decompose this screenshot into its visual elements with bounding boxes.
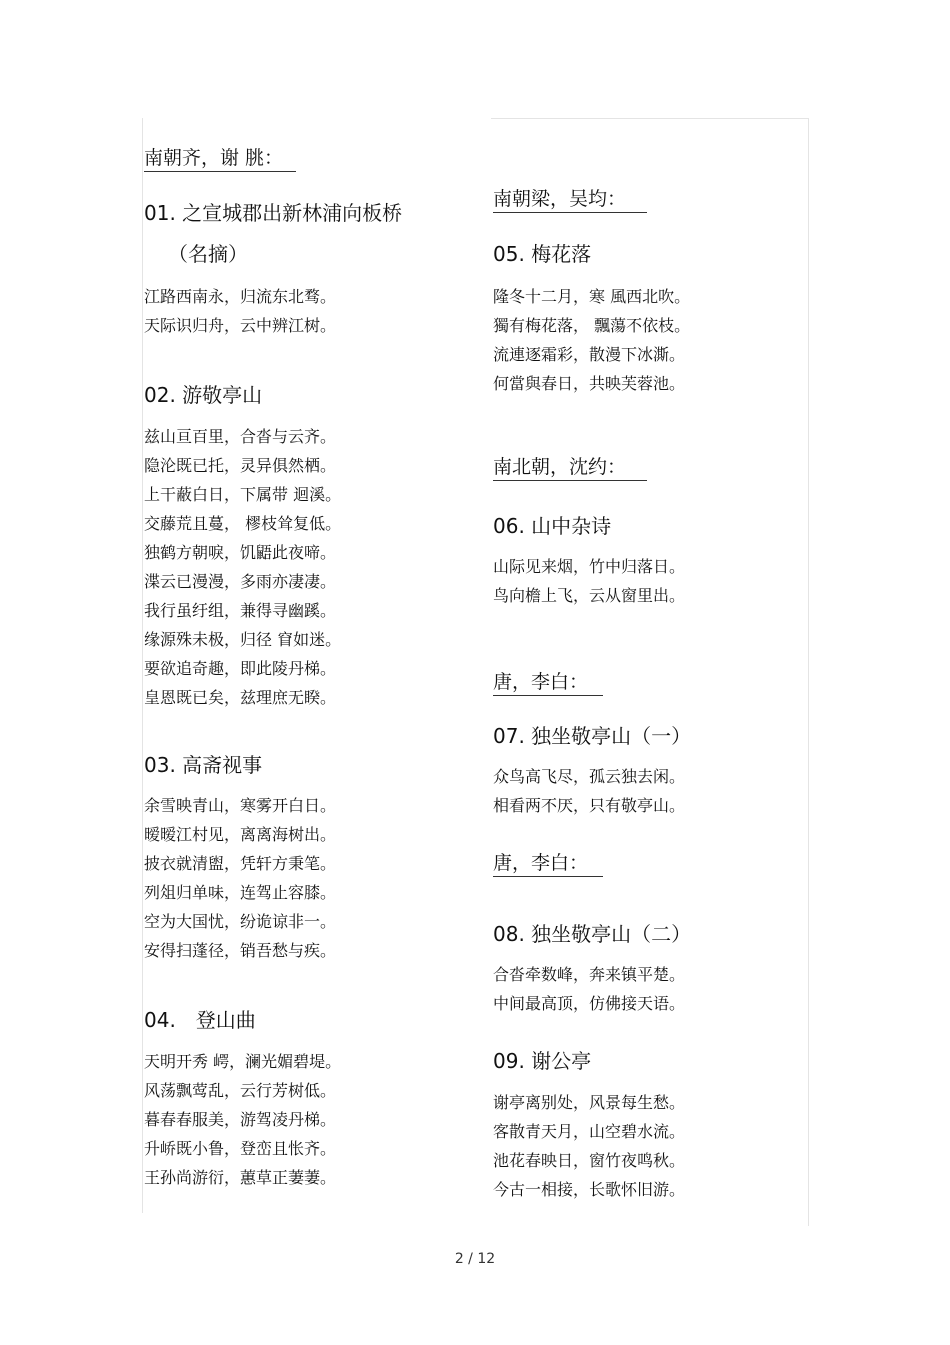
poem-line: 相看两不厌，只有敬亭山。: [493, 796, 686, 815]
poem-line: 山际见来烟，竹中归落日。: [493, 557, 686, 576]
poem-line: 空为大国忧，纷诡谅非一。: [144, 912, 337, 931]
author-li-bai: 唐，李白：: [493, 851, 603, 877]
poem-body: [493, 1088, 685, 1204]
poem-line: 安得扫蓬径，销吾愁与疾。: [144, 941, 337, 960]
poem-line: 王孙尚游衍，蕙草正萋萋。: [144, 1168, 337, 1187]
poem-title: 09. 谢公亭: [493, 1049, 592, 1073]
poem-line: 中间最高顶，仿佛接天语。: [493, 994, 686, 1013]
poem-line: 谢亭离别处，风景每生愁。: [493, 1093, 686, 1112]
poem-body: [144, 282, 336, 340]
poem-line: 隐沦既已托，灵异俱然栖。: [144, 456, 337, 475]
poem-line: 暮春春服美，游驾凌丹梯。: [144, 1110, 337, 1129]
poem-line: 皇恩既已矣，兹理庶无睽。: [144, 688, 337, 707]
poem-body: [493, 282, 690, 398]
poem-line: 天明开秀 崿，澜光媚碧堤。: [144, 1052, 342, 1071]
poem-title: 01. 之宣城郡出新林浦向板桥: [144, 201, 403, 225]
poem-body: [493, 552, 685, 610]
poem-subtitle: （名摘）: [168, 242, 248, 266]
poem-line: 余雪映青山，寒雾开白日。: [144, 796, 337, 815]
author-wu-jun: 南朝梁，吴均：: [493, 187, 647, 213]
poem-line: 合沓牵数峰，奔来镇平楚。: [493, 965, 686, 984]
poem-line: 独鹤方朝唳，饥鼯此夜啼。: [144, 543, 337, 562]
poem-title: 02. 游敬亭山: [144, 383, 263, 407]
poem-line: 流連逐霜彩，散漫下冰澌。: [493, 345, 686, 364]
poem-line: 江路西南永，归流东北骛。: [144, 287, 337, 306]
left-column-border: [142, 118, 143, 1213]
poem-line: 池花春映日，窗竹夜鸣秋。: [493, 1151, 686, 1170]
poem-line: 何當與春日，共映芙蓉池。: [493, 374, 686, 393]
right-column-border: [808, 118, 809, 1226]
poem-title: 08. 独坐敬亭山（二）: [493, 922, 692, 946]
poem-body: [493, 960, 685, 1018]
author-li-bai: 唐，李白：: [493, 670, 603, 696]
poem-line: 天际识归舟，云中辨江树。: [144, 316, 337, 335]
author-shen-yue: 南北朝，沈约：: [493, 455, 647, 481]
poem-line: 兹山亘百里，合沓与云齐。: [144, 427, 337, 446]
poem-line: 我行虽纡组，兼得寻幽蹊。: [144, 601, 337, 620]
poem-line: 渫云已漫漫，多雨亦凄凄。: [144, 572, 337, 591]
poem-line: 隆冬十二月，寒 風西北吹。: [493, 287, 691, 306]
poem-line: 众鸟高飞尽，孤云独去闲。: [493, 767, 686, 786]
page-number: 2 / 12: [454, 1251, 496, 1267]
poem-line: 要欲追奇趣，即此陵丹梯。: [144, 659, 337, 678]
poem-line: 交藤荒且蔓， 樛枝耸复低。: [144, 514, 342, 533]
poem-title: 04. 登山曲: [144, 1008, 256, 1032]
poem-body: [144, 422, 341, 712]
poem-line: 缘源殊未极，归径 窅如迷。: [144, 630, 342, 649]
poem-line: 披衣就清盥，凭轩方秉笔。: [144, 854, 337, 873]
right-column-top-border: [491, 118, 808, 119]
poem-body: [493, 762, 685, 820]
poem-line: 今古一相接，长歌怀旧游。: [493, 1180, 686, 1199]
author-xie-tiao: 南朝齐，谢 朓：: [144, 146, 296, 172]
poem-line: 上干蔽白日，下属带 迴溪。: [144, 485, 342, 504]
poem-line: 鸟向檐上飞，云从窗里出。: [493, 586, 686, 605]
poem-line: 獨有梅花落， 飄蕩不依枝。: [493, 316, 691, 335]
poem-title: 07. 独坐敬亭山（一）: [493, 724, 692, 748]
poem-body: [144, 791, 336, 965]
poem-title: 03. 高斋视事: [144, 753, 263, 777]
poem-title: 05. 梅花落: [493, 242, 592, 266]
poem-line: 暧暧江村见，离离海树出。: [144, 825, 337, 844]
poem-line: 风荡飘莺乱，云行芳树低。: [144, 1081, 337, 1100]
poem-body: [144, 1047, 341, 1192]
poem-line: 列俎归单味，连驾止容膝。: [144, 883, 337, 902]
poem-title: 06. 山中杂诗: [493, 514, 612, 538]
poem-line: 客散青天月，山空碧水流。: [493, 1122, 686, 1141]
poem-line: 升峤既小鲁，登峦且怅齐。: [144, 1139, 337, 1158]
